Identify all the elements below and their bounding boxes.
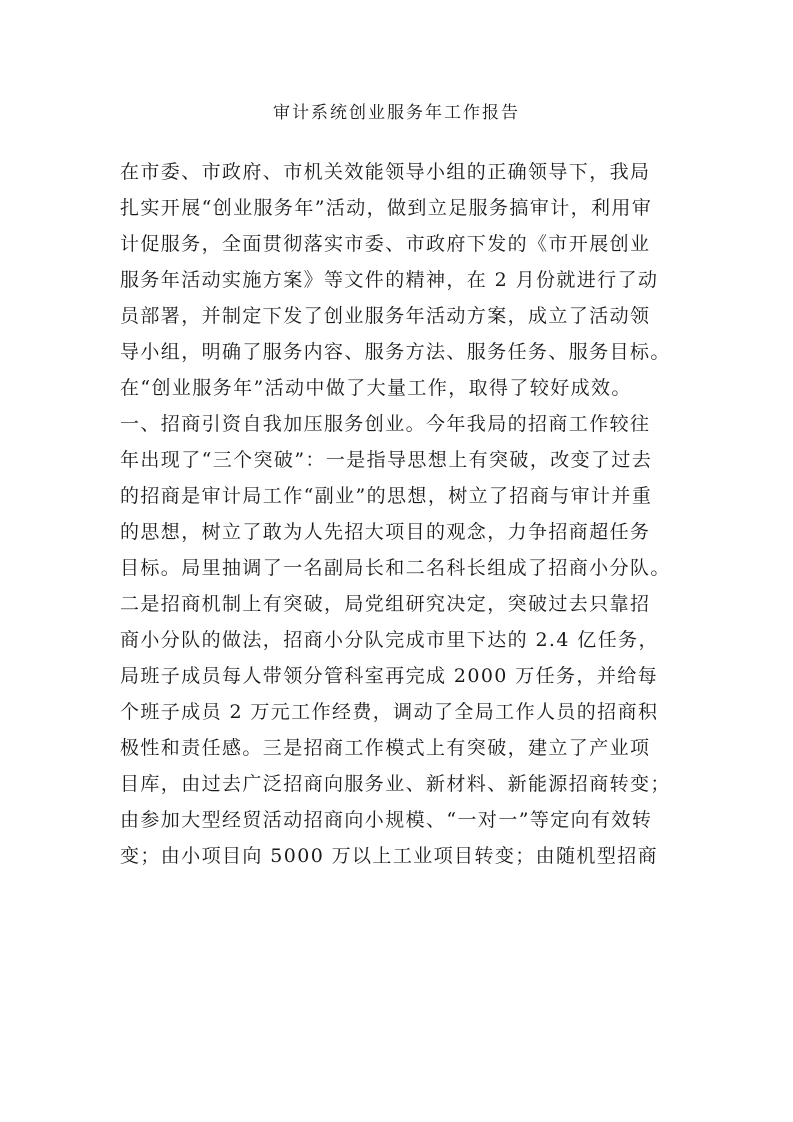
text-line: 一、招商引资自我加压服务创业。今年我局的招商工作较往 — [120, 413, 651, 435]
text-line: 扎实开展“创业服务年”活动，做到立足服务搞审计，利用审 — [120, 197, 653, 219]
text-line: 商小分队的做法，招商小分队完成市里下达的 2.4 亿任务， — [120, 629, 659, 651]
text-line: 在市委、市政府、市机关效能领导小组的正确领导下，我局 — [120, 161, 651, 183]
text-line: 导小组，明确了服务内容、服务方法、服务任务、服务目标。 — [120, 341, 671, 363]
text-line: 二是招商机制上有突破，局党组研究决定，突破过去只靠招 — [120, 593, 651, 615]
text-line: 服务年活动实施方案》等文件的精神，在 2 月份就进行了动 — [120, 269, 659, 291]
document-title: 审计系统创业服务年工作报告 — [273, 103, 520, 123]
text-line: 员部署，并制定下发了创业服务年活动方案，成立了活动领 — [120, 305, 651, 327]
text-line: 局班子成员每人带领分管科室再完成 2000 万任务，并给每 — [120, 665, 659, 687]
text-line: 在“创业服务年”活动中做了大量工作，取得了较好成效。 — [120, 377, 632, 399]
text-line: 的招商是审计局工作“副业”的思想，树立了招商与审计并重 — [120, 485, 653, 507]
text-line: 目标。局里抽调了一名副局长和二名科长组成了招商小分队。 — [120, 557, 671, 579]
text-line: 极性和责任感。三是招商工作模式上有突破，建立了产业项 — [120, 737, 651, 759]
paragraph-section-one — [120, 406, 690, 874]
text-line: 个班子成员 2 万元工作经费，调动了全局工作人员的招商积 — [120, 701, 659, 723]
text-line: 计促服务，全面贯彻落实市委、市政府下发的《市开展创业 — [120, 233, 651, 255]
text-line: 的思想，树立了敢为人先招大项目的观念，力争招商超任务 — [120, 521, 651, 543]
text-line: 目库，由过去广泛招商向服务业、新材料、新能源招商转变； — [120, 773, 671, 795]
text-line: 变；由小项目向 5000 万以上工业项目转变；由随机型招商 — [120, 845, 659, 867]
text-line: 年出现了“三个突破”：一是指导思想上有突破，改变了过去 — [120, 449, 653, 471]
text-line: 由参加大型经贸活动招商向小规模、“一对一”等定向有效转 — [120, 809, 653, 831]
paragraph-intro — [120, 154, 690, 406]
